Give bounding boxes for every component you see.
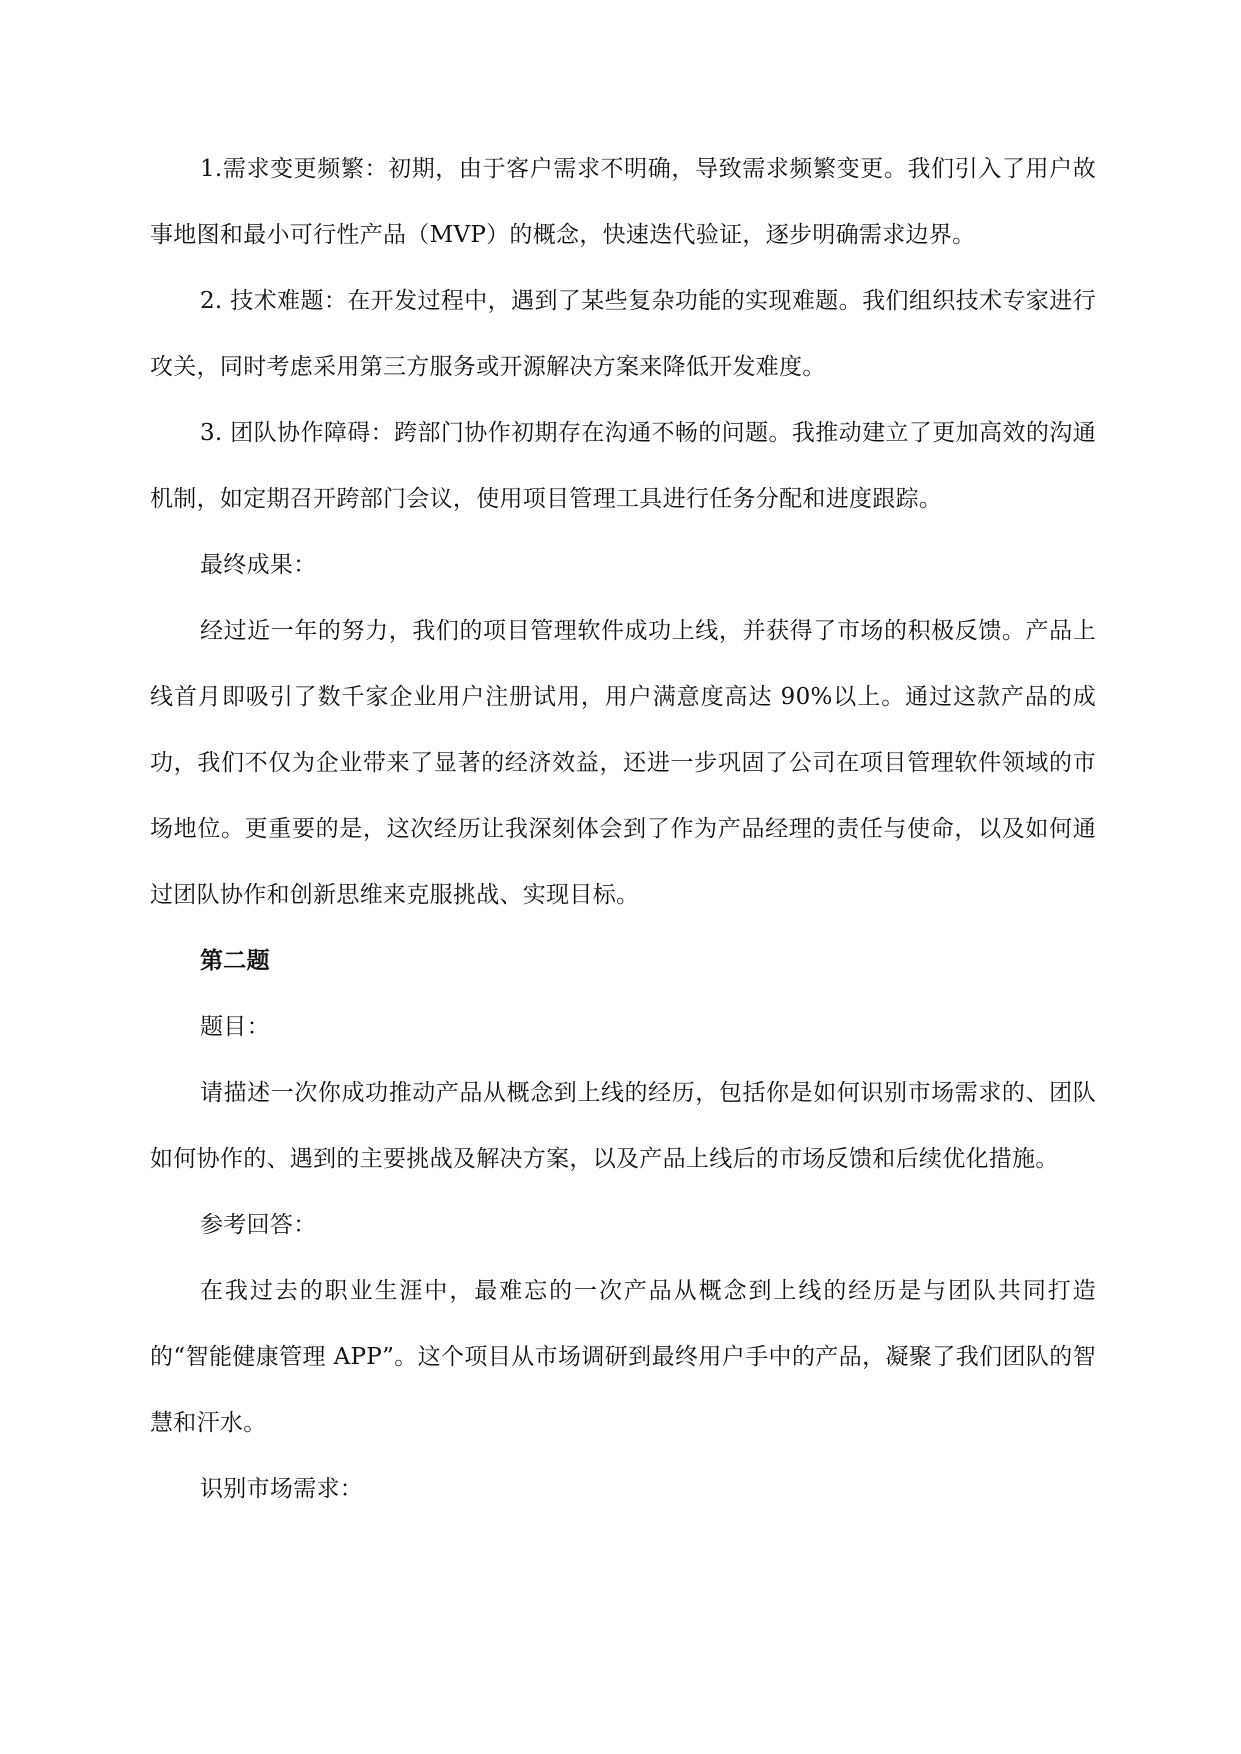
paragraph-challenge-3: 3. 团队协作障碍：跨部门协作初期存在沟通不畅的问题。我推动建立了更加高效的沟通机制，如定期召开跨部门会议，使用项目管理工具进行任务分配和进度跟踪。 <box>150 420 1096 512</box>
answer-label: 参考回答： <box>200 1212 317 1238</box>
market-needs-label: 识别市场需求： <box>200 1476 364 1502</box>
paragraph-answer-intro: 在我过去的职业生涯中，最难忘的一次产品从概念到上线的经历是与团队共同打造的“智能健康管理 APP”。这个项目从市场调研到最终用户手中的产品，凝聚了我们团队的智慧和汗水。 <box>150 1278 1096 1436</box>
paragraph-challenge-2: 2. 技术难题：在开发过程中，遇到了某些复杂功能的实现难题。我们组织技术专家进行攻关，同时考虑采用第三方服务或开源解决方案来降低开发难度。 <box>150 288 1096 380</box>
question-label: 题目： <box>200 1014 270 1040</box>
paragraph-question: 请描述一次你成功推动产品从概念到上线的经历，包括你是如何识别市场需求的、团队如何协作的、遇到的主要挑战及解决方案，以及产品上线后的市场反馈和后续优化措施。 <box>150 1080 1096 1172</box>
document-body <box>150 136 1096 1522</box>
final-result-label: 最终成果： <box>200 552 317 578</box>
paragraph-final-result: 经过近一年的努力，我们的项目管理软件成功上线，并获得了市场的积极反馈。产品上线首月即吸引了数千家企业用户注册试用，用户满意度高达 90%以上。通过这款产品的成功，我们不仅为企业带来了显著的经济效益，还进一步巩固了公司在项目管理软件领域的市场地位。更重要的是，这次经历让我深刻体会到了作为产品经理的责任与使命，以及如何通过团队协作和创新思维来克服挑战、实现目标。 <box>150 618 1096 908</box>
paragraph-challenge-1: 1.需求变更频繁：初期，由于客户需求不明确，导致需求频繁变更。我们引入了用户故事地图和最小可行性产品（MVP）的概念，快速迭代验证，逐步明确需求边界。 <box>150 156 1096 248</box>
section-heading-2: 第二题 <box>200 947 270 974</box>
